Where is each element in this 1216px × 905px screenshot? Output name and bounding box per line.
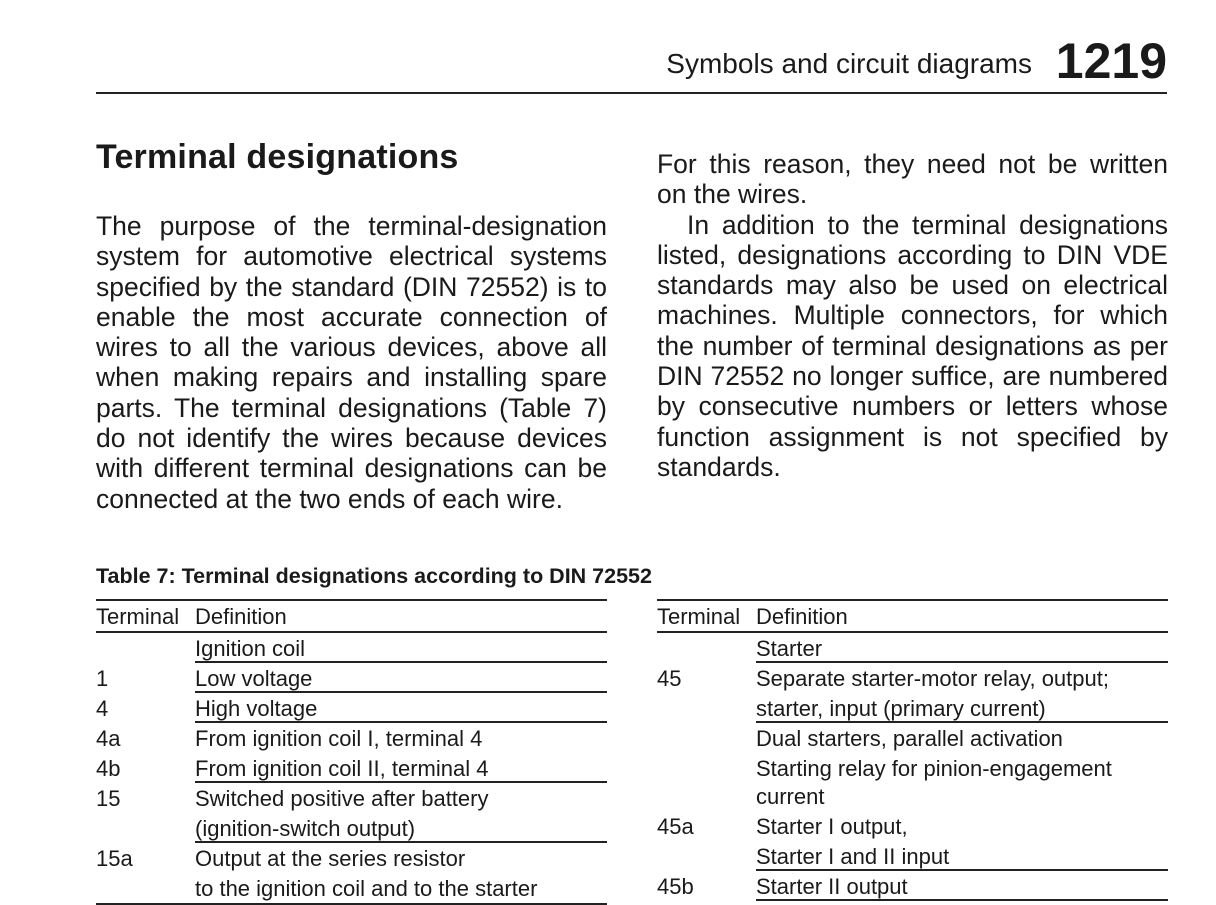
table-row (657, 871, 1168, 901)
left-column (96, 138, 607, 514)
definition-cell: Separate starter-motor relay, output; (756, 666, 1109, 691)
header-definition: Definition (756, 604, 848, 629)
header-definition: Definition (195, 604, 287, 629)
table-header-row (96, 601, 607, 633)
definition-cell: Starting relay for pinion-engagement (756, 756, 1112, 781)
terminal-cell (657, 753, 756, 783)
page-header (96, 30, 1167, 94)
definition-cell: current (756, 784, 825, 809)
terminal-cell: 45a (657, 814, 694, 839)
definition-cell: Low voltage (195, 663, 607, 693)
definition-cell: Output at the series resistor (195, 846, 466, 871)
table-row (96, 723, 607, 753)
terminal-cell (657, 783, 756, 811)
definition-cell: High voltage (195, 693, 607, 723)
terminal-cell: 15a (96, 846, 133, 871)
terminal-cell (96, 813, 195, 843)
definition-cell: to the ignition coil and to the starter (195, 876, 538, 901)
terminal-cell: 45 (657, 666, 682, 691)
table-row (657, 753, 1168, 783)
header-terminal: Terminal (657, 604, 741, 629)
definition-cell: (ignition-switch output) (195, 813, 607, 843)
definition-cell: Dual starters, parallel activation (756, 726, 1063, 751)
page-heading: Terminal designations (96, 138, 459, 176)
table-row (96, 843, 607, 873)
table-row (657, 723, 1168, 753)
definition-cell: Starter I output, (756, 814, 908, 839)
terminal-cell: 4b (96, 756, 121, 781)
terminal-cell: 15 (96, 786, 121, 811)
table-row (657, 693, 1168, 723)
definition-cell: Ignition coil (195, 633, 607, 663)
table-row (96, 813, 607, 843)
terminal-cell (657, 841, 756, 871)
table-header-row (657, 601, 1168, 633)
table-row (96, 633, 607, 663)
definition-cell: From ignition coil I, terminal 4 (195, 726, 483, 751)
page-number: 1219 (1055, 33, 1167, 89)
table-row (657, 663, 1168, 693)
table-title: Table 7: Terminal designations according to DIN 72552 (96, 564, 652, 588)
table-row (657, 783, 1168, 811)
definition-cell: Switched positive after battery (195, 786, 489, 811)
table-row (96, 693, 607, 723)
definition-cell: Starter (756, 633, 1168, 663)
terminal-cell: 45b (657, 874, 694, 899)
terminal-table-left (96, 599, 607, 905)
terminal-cell (657, 723, 756, 753)
terminal-cell (657, 633, 756, 663)
header-terminal: Terminal (96, 604, 180, 629)
table-row (657, 633, 1168, 663)
table-row (657, 811, 1168, 841)
table-row (657, 841, 1168, 871)
terminal-cell: 1 (96, 666, 109, 691)
terminal-cell: 4 (96, 696, 109, 721)
table-row (96, 873, 607, 905)
definition-cell: Starter I and II input (756, 841, 1168, 871)
definition-cell: Starter II output (756, 871, 1168, 901)
table-row (96, 753, 607, 783)
definition-cell: starter, input (primary current) (756, 693, 1168, 723)
table-row (96, 783, 607, 813)
additional-paragraph: In addition to the terminal designations listed, designations according to DIN VDE standards may also be used on electrical machines. Multiple connectors, for which the number of terminal designations as per DIN 72552 no longer suffice, are numbered by consecutive numbers or letters whose function assignment is not specified by standards. (657, 209, 1168, 482)
definition-cell: From ignition coil II, terminal 4 (195, 753, 607, 783)
section-title: Symbols and circuit diagrams (666, 48, 1032, 79)
intro-paragraph: The purpose of the terminal-designation system for automotive electrical systems specified by the standard (DIN 72552) is to enable the most accurate connection of wires to all the various devices, above all when making repairs and installing spare parts. The terminal designations (Table 7) do not identify the wires because devices with different terminal designations can be connected at the two ends of each wire. (96, 211, 607, 514)
terminal-cell: 4a (96, 726, 121, 751)
right-column (657, 149, 1168, 482)
table-row (96, 663, 607, 693)
terminal-cell (657, 693, 756, 723)
terminal-cell (96, 633, 195, 663)
terminal-cell (96, 873, 195, 903)
terminal-table-right (657, 599, 1168, 901)
continuation-paragraph: For this reason, they need not be written on the wires. (657, 149, 1168, 210)
